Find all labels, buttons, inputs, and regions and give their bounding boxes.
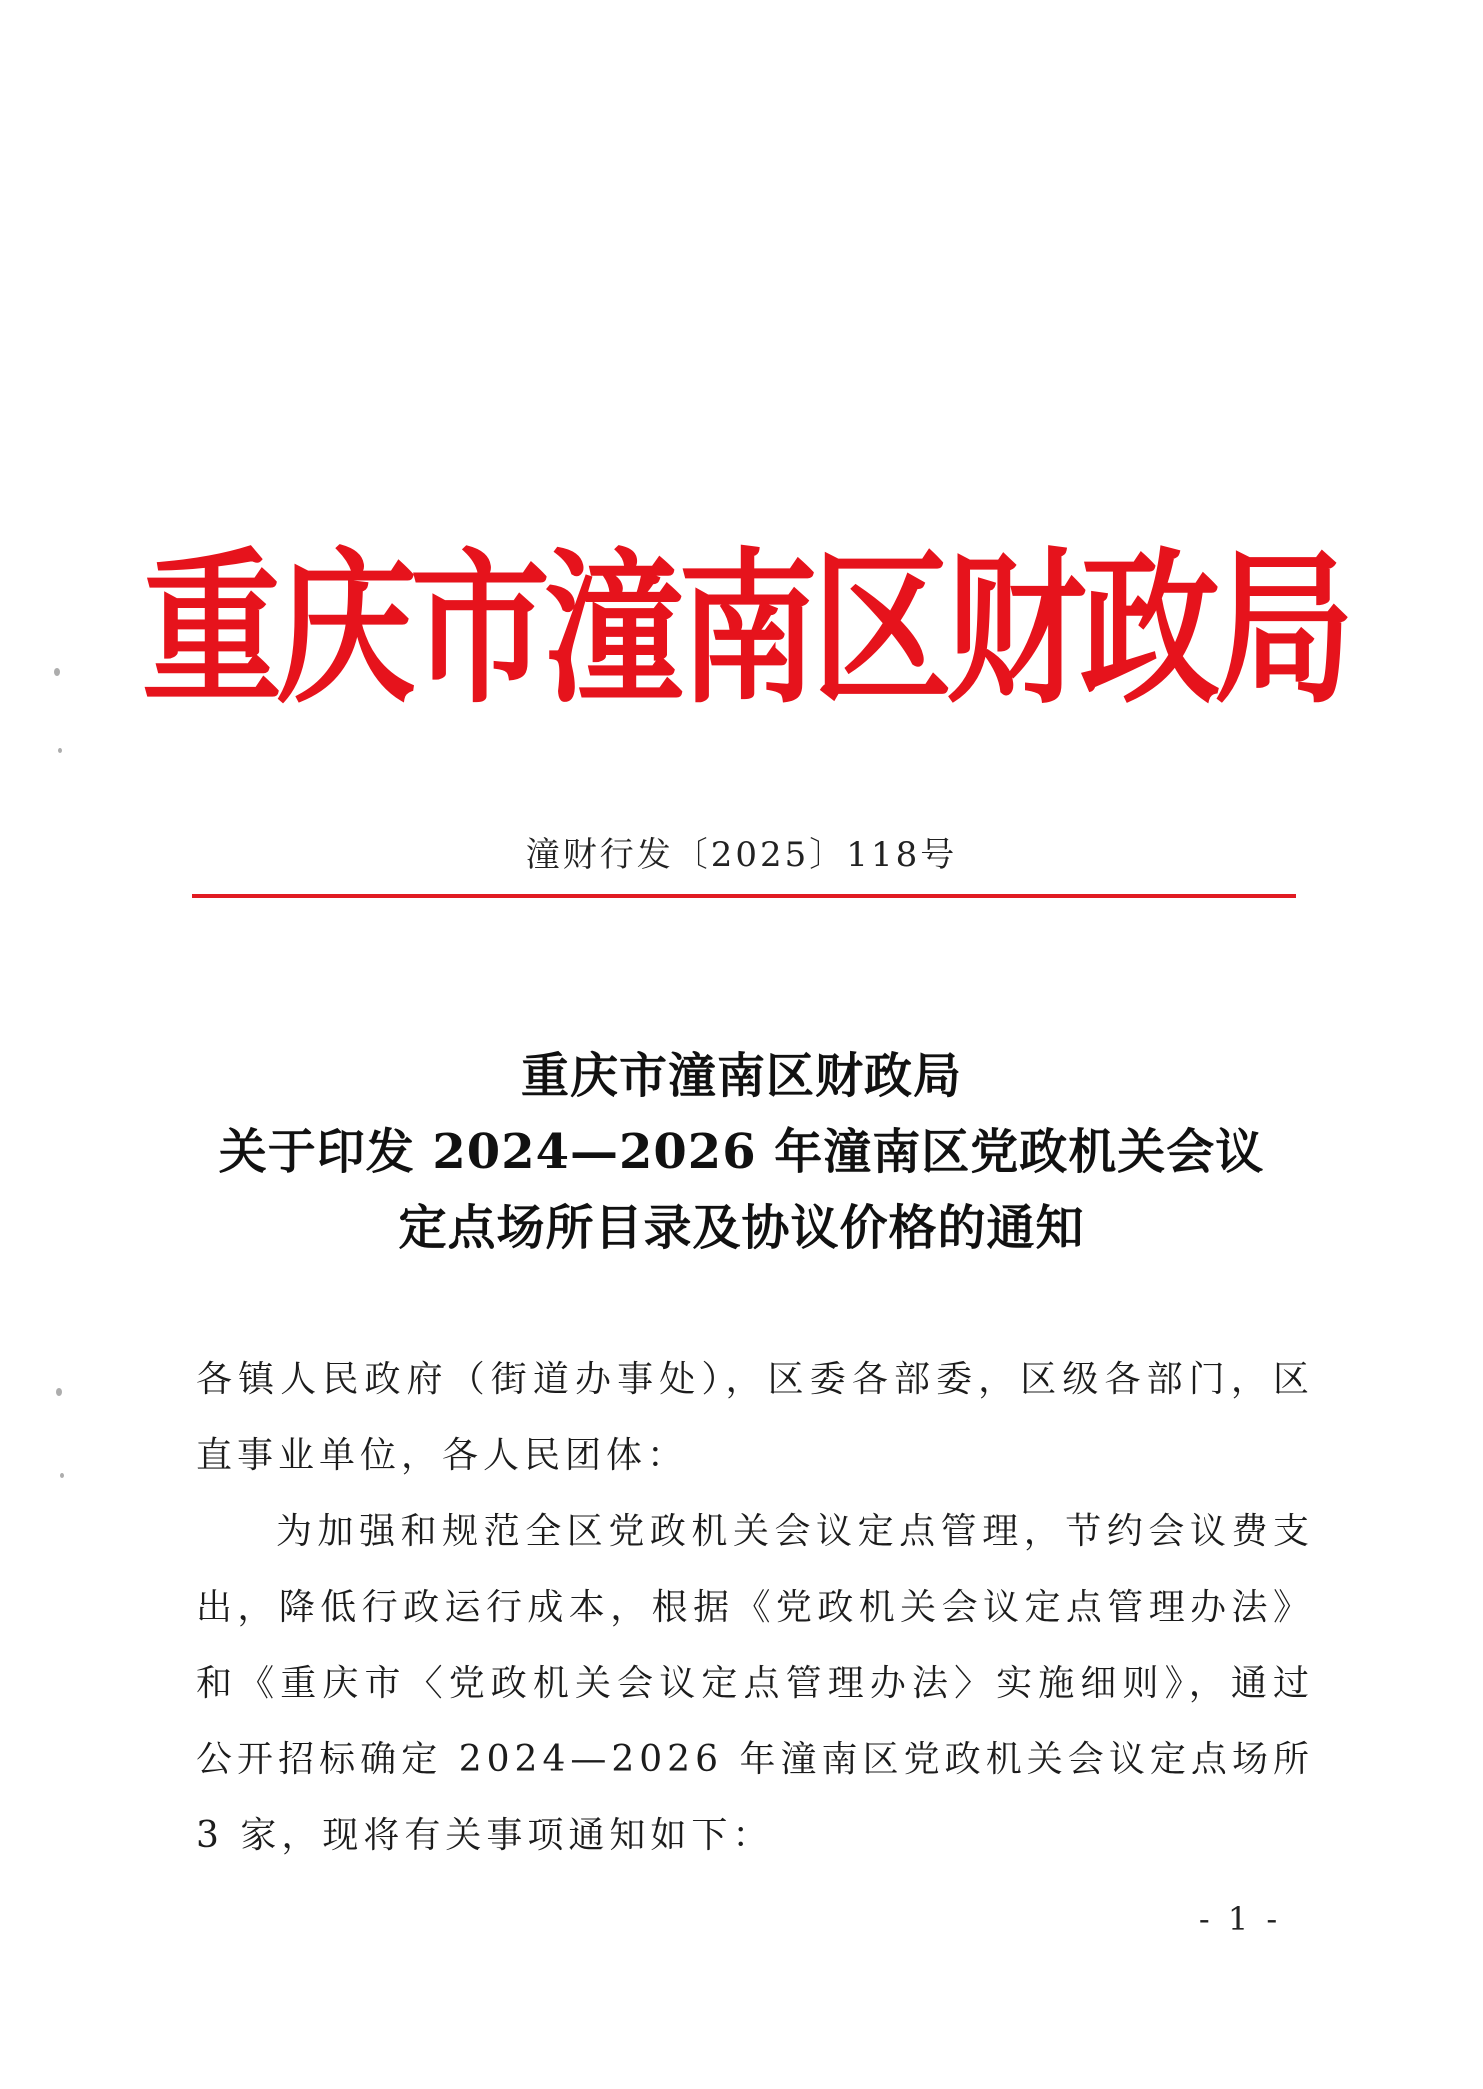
title-line-2: 关于印发 2024—2026 年潼南区党政机关会议 — [218, 1124, 1265, 1180]
addressee-paragraph: 各镇人民政府（街道办事处），区委各部委，区级各部门，区直事业单位，各人民团体： — [196, 1359, 1314, 1476]
red-divider-line — [192, 894, 1296, 898]
document-number: 潼财行发〔2025〕118号 — [525, 835, 958, 875]
document-title — [0, 1038, 1483, 1266]
title-line-1: 重庆市潼南区财政局 — [520, 1048, 962, 1104]
scan-speck — [56, 1388, 62, 1396]
page-number: - 1 - — [1198, 1900, 1282, 1938]
scan-speck — [60, 1473, 64, 1478]
scan-speck — [54, 668, 60, 676]
document-body — [196, 1342, 1314, 1874]
body-paragraph-1: 为加强和规范全区党政机关会议定点管理，节约会议费支出，降低行政运行成本，根据《党政机关会议定点管理办法》和《重庆市〈党政机关会议定点管理办法〉实施细则》，通过公开招标确定 2024—2026 年潼南区党政机关会议定点场所 3 家，现将有关事项通知如下： — [196, 1511, 1314, 1856]
issuer-masthead: 重庆市潼南区财政局 — [142, 533, 1349, 727]
title-line-3: 定点场所目录及协议价格的通知 — [398, 1200, 1085, 1256]
masthead — [142, 533, 1349, 727]
scan-speck — [58, 748, 62, 753]
